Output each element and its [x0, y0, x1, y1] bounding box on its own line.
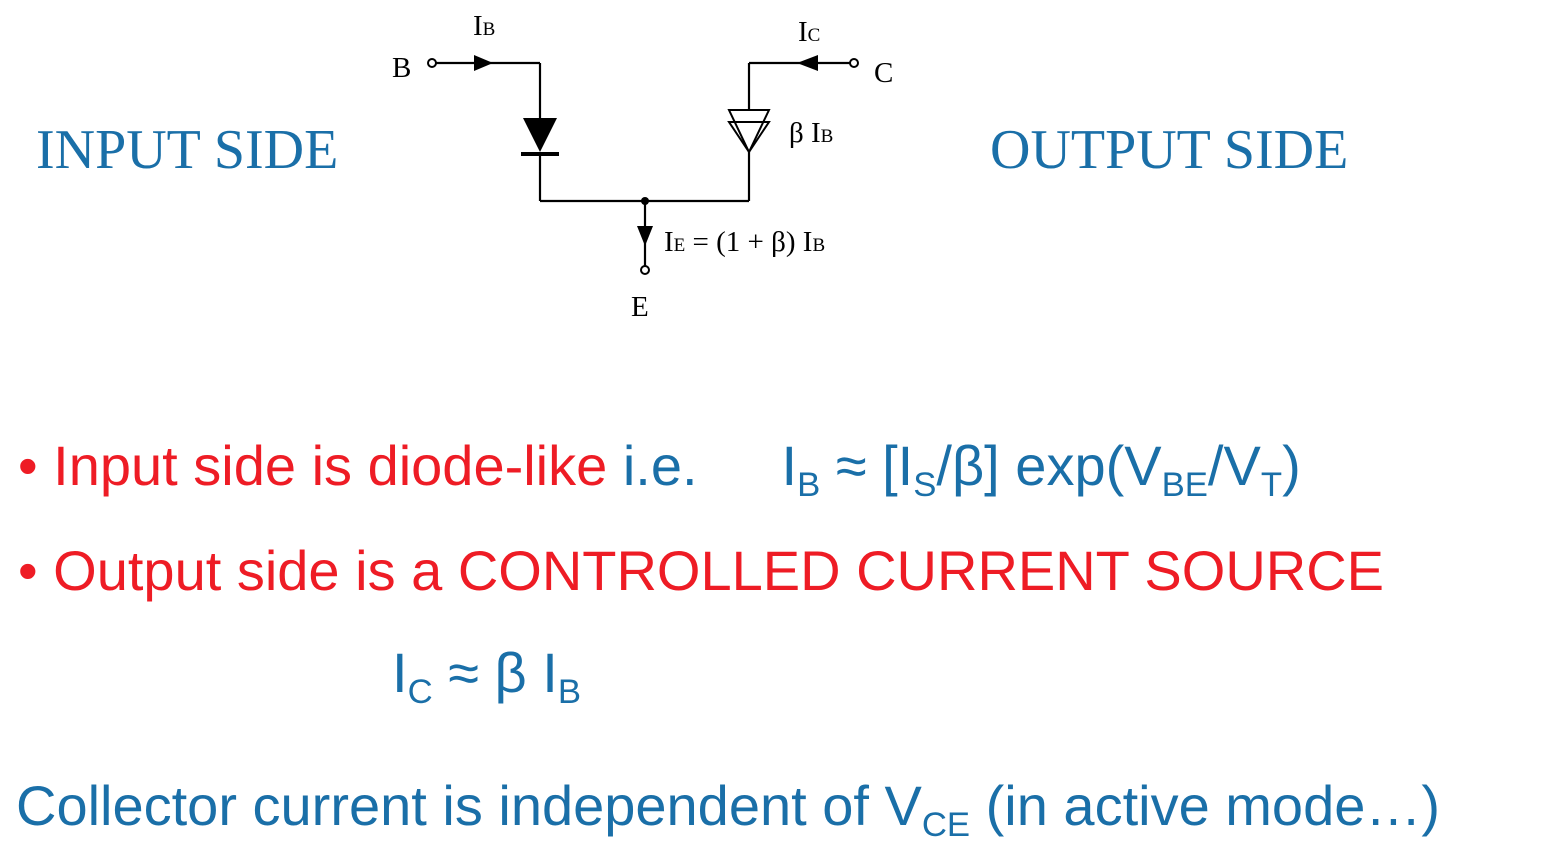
collector-statement	[16, 774, 1441, 845]
eq-is-sub: S	[913, 466, 937, 505]
ie-label-formula: = (1 + β) I	[685, 226, 813, 258]
eq-ib-main: I	[781, 434, 798, 497]
terminal-c-label: C	[874, 57, 894, 89]
eq-mid: ≈ [I	[820, 434, 914, 497]
terminal-c-node	[850, 59, 858, 67]
bullet-input-text: Input side is diode-like	[37, 434, 608, 497]
current-source-icon	[729, 110, 769, 152]
ic-label	[798, 16, 820, 48]
source-label-sub: B	[820, 126, 834, 147]
statement-sub: CE	[921, 806, 971, 845]
bullet-output-text: Output side is a CONTROLLED CURRENT SOURCE	[37, 539, 1385, 602]
ib-label-sub: B	[482, 19, 496, 40]
bullet-output-side	[18, 539, 1385, 602]
statement-text: Collector current is independent of V	[16, 774, 922, 837]
eq-ic-b-sub: B	[557, 673, 581, 712]
terminal-b-node	[428, 59, 436, 67]
statement-end: (in active mode…)	[970, 774, 1441, 837]
ic-label-sub: C	[807, 25, 821, 46]
ib-label-main: I	[473, 10, 483, 42]
bullet-input-side	[18, 434, 1301, 505]
eq-mid2: /β] exp(V	[936, 434, 1162, 497]
eq-ic-mid: ≈ β I	[432, 641, 558, 704]
terminal-e-node	[641, 266, 649, 274]
bjt-equivalent-circuit	[0, 0, 1554, 340]
eq-ic-main: I	[392, 641, 408, 704]
junction-node	[641, 197, 649, 205]
bullet-marker: •	[18, 539, 38, 602]
source-label-main: β I	[789, 117, 821, 149]
terminal-e-label: E	[631, 291, 649, 323]
eq-ic-sub: C	[407, 673, 433, 712]
ie-label-formula-sub: B	[812, 235, 826, 256]
ic-label-main: I	[798, 16, 808, 48]
terminal-b-label: B	[392, 52, 412, 84]
ic-arrow	[797, 55, 818, 71]
input-side-label: INPUT SIDE	[36, 119, 339, 181]
ie-label-sub: E	[673, 235, 686, 256]
ie-label	[664, 226, 825, 258]
bullet-input-ie: i.e.	[607, 434, 698, 497]
ib-label	[473, 10, 495, 42]
output-side-label: OUTPUT SIDE	[990, 119, 1349, 181]
ib-equation	[781, 434, 1301, 505]
ib-arrow	[474, 55, 493, 71]
ie-label-main: I	[664, 226, 674, 258]
ie-arrow	[637, 226, 653, 246]
eq-vt-sub: T	[1260, 466, 1283, 505]
eq-ib-sub: B	[797, 466, 821, 505]
ic-equation	[392, 641, 581, 712]
eq-end: )	[1282, 434, 1301, 497]
bullet-marker: •	[18, 434, 38, 497]
eq-vbe-sub: BE	[1161, 466, 1208, 505]
eq-mid3: /V	[1207, 434, 1261, 497]
source-label	[789, 117, 833, 149]
diode-icon	[523, 118, 557, 152]
